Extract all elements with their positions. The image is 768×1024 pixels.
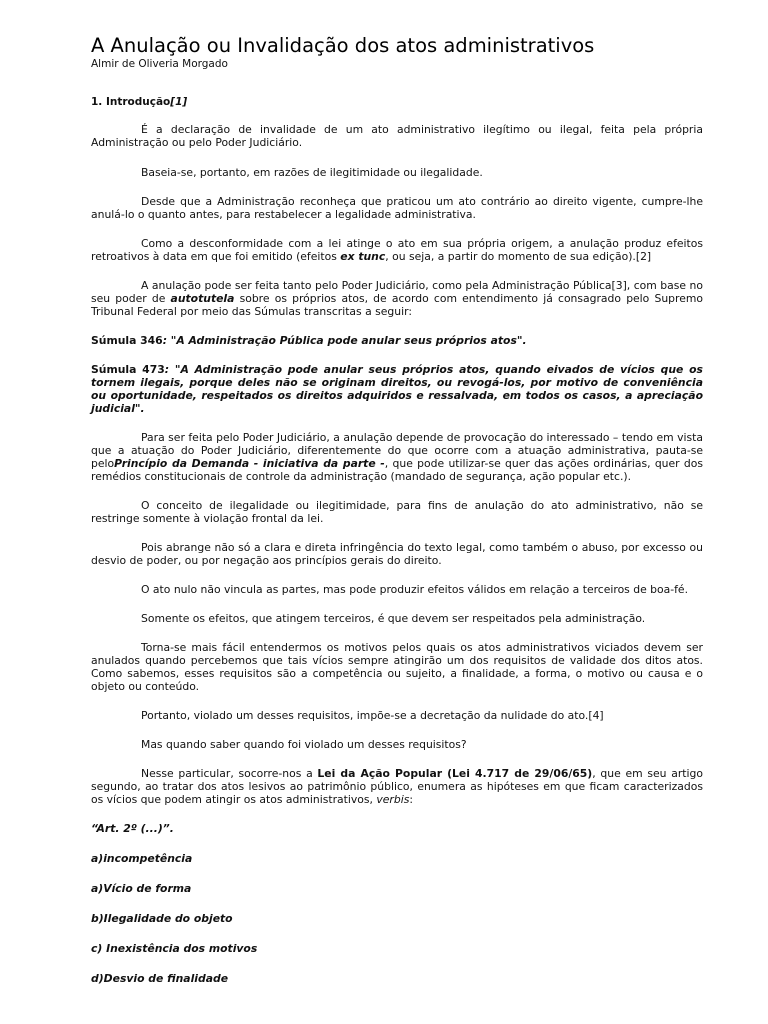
paragraph-14-law-reference: Lei da Ação Popular (Lei 4.717 de 29/06/65) [317, 767, 593, 780]
paragraph-5 [91, 279, 703, 318]
paragraph-1-text: É a declaração de invalidade de um ato administrativo ilegítimo ou ilegal, feita pela própria Administração ou pelo Poder Judiciário. [91, 123, 703, 149]
paragraph-9-text: O ato nulo não vincula as partes, mas pode produzir efeitos válidos em relação a terceiros de boa-fé. [141, 583, 689, 596]
paragraph-13-text: Mas quando saber quando foi violado um desses requisitos? [141, 738, 467, 751]
list-item: a)incompetência [91, 852, 193, 865]
paragraph-4-emphasis: ex tunc [340, 250, 386, 263]
paragraph-8-text: Pois abrange não só a clara e direta infringência do texto legal, como também o abuso, por excesso ou desvio de poder, ou por negação aos princípios gerais do direito. [91, 541, 703, 567]
paragraph-5-emphasis: autotutela [170, 292, 235, 305]
paragraph-13 [91, 738, 703, 751]
sumula-346-label: Súmula 346 [91, 334, 163, 347]
paragraph-14 [91, 767, 703, 806]
sumula-473-label: Súmula 473 [91, 363, 165, 376]
document-page [91, 34, 703, 985]
paragraph-11 [91, 641, 703, 693]
paragraph-5-text-a: A anulação pode ser feita tanto pelo Poder Judiciário, como pela Administração Pública[3], com base no seu poder de [91, 279, 703, 305]
paragraph-2-text: Baseia-se, portanto, em razões de ilegitimidade ou ilegalidade. [141, 166, 483, 179]
paragraph-6-text-c: , que pode utilizar-se quer das ações ordinárias, quer dos remédios constitucionais de controle da administração (mandado de segurança, ação popular etc.). [91, 457, 703, 483]
paragraph-14-text-a: Nesse particular, socorre-nos a [141, 767, 318, 780]
paragraph-5-text-c: sobre os próprios atos, de acordo com entendimento já consagrado pelo Supremo Tribunal Federal por meio das Súmulas transcritas a seguir: [91, 292, 703, 318]
paragraph-7 [91, 499, 703, 525]
document-title: A Anulação ou Invalidação dos atos administrativos [91, 34, 595, 57]
paragraph-6 [91, 431, 703, 483]
section-heading [91, 95, 703, 109]
paragraph-10-text: Somente os efeitos, que atingem terceiros, é que devem ser respeitados pela administração. [141, 612, 646, 625]
section-heading-text: 1. Introdução [91, 96, 171, 108]
paragraph-2 [91, 166, 703, 179]
paragraph-4-text-c: , ou seja, a partir do momento de sua edição).[2] [385, 250, 652, 263]
paragraph-6-emphasis: Princípio da Demanda - iniciativa da parte - [114, 457, 385, 470]
paragraph-14-text-c: , que em seu artigo segundo, ao tratar dos atos lesivos ao patrimônio público, enumera as hipóteses em que ficam caracterizados os vícios que podem atingir os atos administrativos, [91, 767, 703, 806]
paragraph-4 [91, 237, 703, 263]
list-item: b)Ilegalidade do objeto [91, 912, 233, 925]
paragraph-12 [91, 709, 703, 722]
document-author: Almir de Oliveria Morgado [91, 58, 228, 70]
paragraph-14-text-e: : [409, 793, 413, 806]
paragraph-1 [91, 123, 703, 149]
sumula-346 [91, 334, 703, 347]
paragraph-8 [91, 541, 703, 567]
paragraph-3 [91, 195, 703, 221]
paragraph-10 [91, 612, 703, 625]
list-item: a)Vício de forma [91, 882, 192, 895]
paragraph-4-text-a: Como a desconformidade com a lei atinge o ato em sua própria origem, a anulação produz efeitos retroativos à data em que foi emitido (efeitos [91, 237, 703, 263]
sumula-346-text: : "A Administração Pública pode anular seus próprios atos". [162, 334, 527, 347]
paragraph-14-verbis: verbis [376, 793, 410, 806]
paragraph-12-text: Portanto, violado um desses requisitos, impõe-se a decretação da nulidade do ato.[4] [141, 709, 604, 722]
list-item: d)Desvio de finalidade [91, 972, 229, 985]
article-heading: “Art. 2º (...)”. [91, 822, 174, 835]
paragraph-9 [91, 583, 703, 596]
paragraph-7-text: O conceito de ilegalidade ou ilegitimidade, para fins de anulação do ato administrativo, não se restringe somente à violação frontal da lei. [91, 499, 703, 525]
sumula-473-text: : "A Administração pode anular seus próprios atos, quando eivados de vícios que os tornem ilegais, porque deles não se originam direitos, ou revogá-los, por motivo de conveniência ou oportunidade, respeitados os direitos adquiridos e ressalvada, em todos os casos, a apreciação judicial". [91, 363, 703, 415]
list-item: c) Inexistência dos motivos [91, 942, 258, 955]
sumula-473 [91, 363, 703, 415]
footnote-ref-1[interactable]: [1] [170, 96, 188, 108]
paragraph-6-text-a: Para ser feita pelo Poder Judiciário, a anulação depende de provocação do interessado – tendo em vista que a atuação do Poder Judiciário, diferentemente do que ocorre com a atuação administrativa, pauta-se pelo [91, 431, 703, 470]
paragraph-3-text: Desde que a Administração reconheça que praticou um ato contrário ao direito vigente, cumpre-lhe anulá-lo o quanto antes, para restabelecer a legalidade administrativa. [91, 195, 703, 221]
paragraph-11-text: Torna-se mais fácil entendermos os motivos pelos quais os atos administrativos viciados devem ser anulados quando percebemos que tais vícios sempre atingirão um dos requisitos de validade dos ditos atos. Como sabemos, esses requisitos são a competência ou sujeito, a finalidade, a forma, o motivo ou causa e o objeto ou conteúdo. [91, 641, 703, 693]
